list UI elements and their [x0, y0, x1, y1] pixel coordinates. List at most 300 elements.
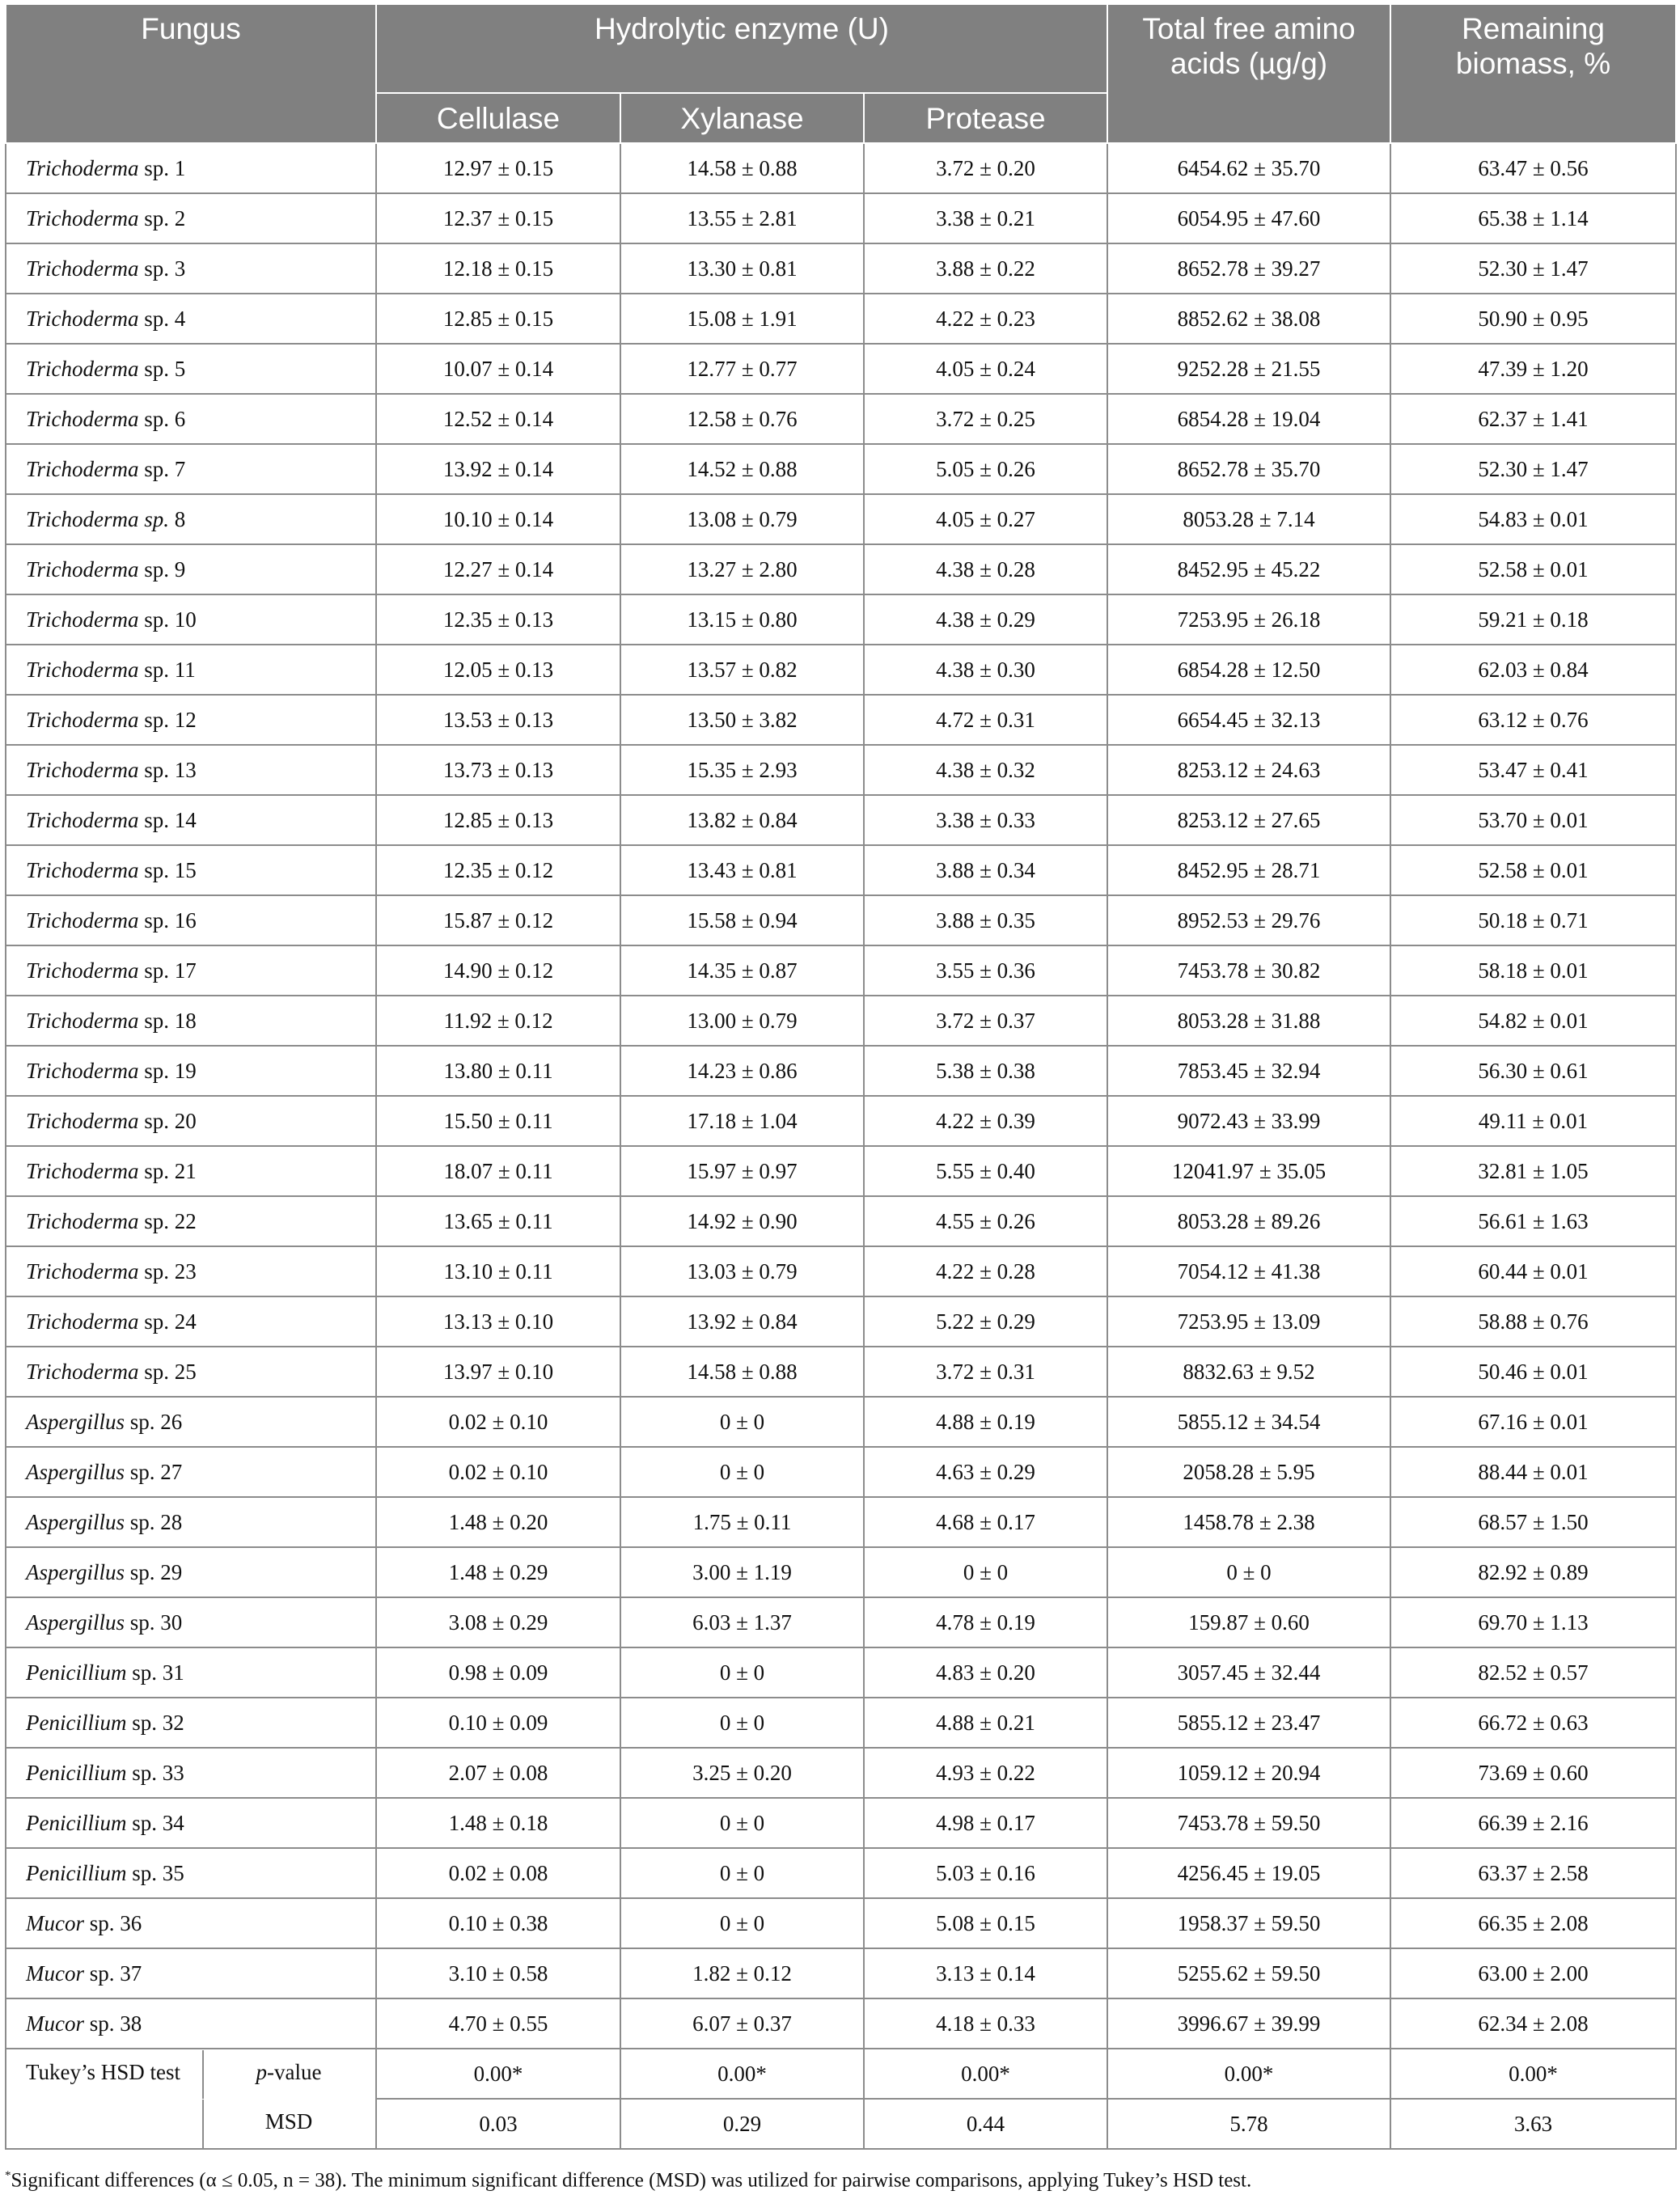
amino-cell: 7453.78 ± 30.82 [1107, 945, 1390, 996]
xylanase-cell: 13.03 ± 0.79 [620, 1246, 864, 1296]
fungus-name-cell [6, 996, 376, 1046]
species-suffix: sp. 30 [125, 1609, 183, 1635]
genus-name: Trichoderma [26, 556, 139, 582]
amino-cell: 3996.67 ± 39.99 [1107, 1998, 1390, 2049]
protease-cell: 5.55 ± 0.40 [864, 1146, 1107, 1196]
species-suffix: sp. 35 [126, 1860, 184, 1885]
genus-name: Mucor [26, 1960, 84, 1986]
table-row [6, 996, 1676, 1046]
cellulase-cell: 12.35 ± 0.13 [376, 594, 620, 645]
protease-cell: 4.55 ± 0.26 [864, 1196, 1107, 1246]
xylanase-cell: 13.27 ± 2.80 [620, 544, 864, 594]
fungus-name-cell [6, 143, 376, 193]
amino-cell: 8652.78 ± 35.70 [1107, 444, 1390, 494]
xylanase-cell: 0 ± 0 [620, 1798, 864, 1848]
protease-cell: 4.22 ± 0.23 [864, 294, 1107, 344]
cellulase-cell: 15.50 ± 0.11 [376, 1096, 620, 1146]
amino-cell: 9072.43 ± 33.99 [1107, 1096, 1390, 1146]
biomass-cell: 63.37 ± 2.58 [1390, 1848, 1676, 1898]
table-row [6, 1246, 1676, 1296]
cellulase-cell: 12.18 ± 0.15 [376, 243, 620, 294]
xylanase-cell: 15.97 ± 0.97 [620, 1146, 864, 1196]
fungus-name-cell [6, 544, 376, 594]
protease-cell: 4.63 ± 0.29 [864, 1447, 1107, 1497]
biomass-cell: 69.70 ± 1.13 [1390, 1597, 1676, 1647]
biomass-cell: 66.72 ± 0.63 [1390, 1698, 1676, 1748]
biomass-cell: 50.90 ± 0.95 [1390, 294, 1676, 344]
biomass-cell: 58.18 ± 0.01 [1390, 945, 1676, 996]
species-suffix: sp. 34 [126, 1810, 184, 1835]
species-suffix: sp. 21 [138, 1158, 197, 1183]
protease-cell: 3.88 ± 0.22 [864, 243, 1107, 294]
species-suffix: sp. 33 [126, 1760, 184, 1785]
fungus-name-cell [6, 1998, 376, 2049]
protease-cell: 4.38 ± 0.28 [864, 544, 1107, 594]
species-suffix: 8 [169, 506, 186, 531]
protease-cell: 0 ± 0 [864, 1547, 1107, 1597]
table-row [6, 1647, 1676, 1698]
table-row [6, 1998, 1676, 2049]
cellulase-cell: 12.85 ± 0.13 [376, 795, 620, 845]
msd-label-cell [6, 2099, 376, 2149]
amino-cell: 8952.53 ± 29.76 [1107, 895, 1390, 945]
protease-cell: 3.72 ± 0.25 [864, 394, 1107, 444]
biomass-cell: 67.16 ± 0.01 [1390, 1397, 1676, 1447]
fungus-name-cell [6, 645, 376, 695]
protease-cell: 4.93 ± 0.22 [864, 1748, 1107, 1798]
cellulase-cell: 0.10 ± 0.09 [376, 1698, 620, 1748]
xylanase-cell: 14.58 ± 0.88 [620, 143, 864, 193]
msd-label: MSD [264, 2108, 313, 2134]
xylanase-cell: 15.58 ± 0.94 [620, 895, 864, 945]
cellulase-cell: 13.92 ± 0.14 [376, 444, 620, 494]
biomass-cell: 73.69 ± 0.60 [1390, 1748, 1676, 1798]
species-suffix: sp. 3 [138, 256, 186, 281]
fungus-name-cell [6, 1948, 376, 1998]
table-row [6, 1296, 1676, 1347]
fungus-name-cell [6, 444, 376, 494]
biomass-cell: 66.39 ± 2.16 [1390, 1798, 1676, 1848]
protease-cell: 3.13 ± 0.14 [864, 1948, 1107, 1998]
genus-name: Trichoderma [26, 958, 139, 983]
header-xylanase: Xylanase [620, 93, 864, 143]
biomass-cell: 62.37 ± 1.41 [1390, 394, 1676, 444]
table-row [6, 444, 1676, 494]
fungus-name-cell [6, 294, 376, 344]
xylanase-cell: 13.15 ± 0.80 [620, 594, 864, 645]
xylanase-cell: 17.18 ± 1.04 [620, 1096, 864, 1146]
p-value-protease: 0.00* [864, 2049, 1107, 2099]
header-total-free-amino-acids: Total free amino acids (µg/g) [1107, 4, 1390, 143]
msd-biomass: 3.63 [1390, 2099, 1676, 2149]
genus-name: Trichoderma [26, 406, 139, 431]
msd-amino: 5.78 [1107, 2099, 1390, 2149]
cellulase-cell: 10.07 ± 0.14 [376, 344, 620, 394]
species-suffix: sp. 11 [138, 657, 196, 682]
xylanase-cell: 0 ± 0 [620, 1698, 864, 1748]
table-row [6, 1146, 1676, 1196]
species-suffix: sp. 26 [125, 1409, 183, 1434]
xylanase-cell: 12.77 ± 0.77 [620, 344, 864, 394]
amino-cell: 8452.95 ± 28.71 [1107, 845, 1390, 895]
amino-cell: 159.87 ± 0.60 [1107, 1597, 1390, 1647]
table-row [6, 243, 1676, 294]
protease-cell: 4.22 ± 0.39 [864, 1096, 1107, 1146]
genus-name: Mucor [26, 1910, 84, 1935]
amino-cell: 0 ± 0 [1107, 1547, 1390, 1597]
species-suffix: sp. 7 [138, 456, 186, 481]
p-value-label: p-value [256, 2059, 322, 2084]
table-row [6, 1698, 1676, 1748]
cellulase-cell: 13.13 ± 0.10 [376, 1296, 620, 1347]
species-suffix: sp. 20 [138, 1108, 197, 1133]
xylanase-cell: 12.58 ± 0.76 [620, 394, 864, 444]
biomass-cell: 59.21 ± 0.18 [1390, 594, 1676, 645]
amino-cell: 6854.28 ± 19.04 [1107, 394, 1390, 444]
biomass-cell: 62.34 ± 2.08 [1390, 1998, 1676, 2049]
amino-cell: 12041.97 ± 35.05 [1107, 1146, 1390, 1196]
xylanase-cell: 6.03 ± 1.37 [620, 1597, 864, 1647]
genus-name: Aspergillus [26, 1459, 125, 1484]
xylanase-cell: 13.92 ± 0.84 [620, 1296, 864, 1347]
genus-name: Penicillium [26, 1760, 127, 1785]
biomass-cell: 63.00 ± 2.00 [1390, 1948, 1676, 1998]
cellulase-cell: 12.85 ± 0.15 [376, 294, 620, 344]
genus-name: Trichoderma [26, 1309, 139, 1334]
species-suffix: sp. 29 [125, 1559, 183, 1584]
msd-xylanase: 0.29 [620, 2099, 864, 2149]
protease-cell: 4.38 ± 0.30 [864, 645, 1107, 695]
genus-name: Penicillium [26, 1710, 127, 1735]
fungus-name-cell [6, 1196, 376, 1246]
protease-cell: 4.88 ± 0.21 [864, 1698, 1107, 1748]
species-suffix: sp. 9 [138, 556, 186, 582]
p-value-xylanase: 0.00* [620, 2049, 864, 2099]
cellulase-cell: 15.87 ± 0.12 [376, 895, 620, 945]
genus-name: Trichoderma [26, 1258, 139, 1284]
fungus-name-cell [6, 1597, 376, 1647]
biomass-cell: 56.30 ± 0.61 [1390, 1046, 1676, 1096]
table-row [6, 394, 1676, 444]
fungus-name-cell [6, 1748, 376, 1798]
fungus-name-cell [6, 344, 376, 394]
table-row [6, 193, 1676, 243]
xylanase-cell: 1.82 ± 0.12 [620, 1948, 864, 1998]
cellulase-cell: 1.48 ± 0.20 [376, 1497, 620, 1547]
protease-cell: 4.88 ± 0.19 [864, 1397, 1107, 1447]
fungus-name-cell [6, 795, 376, 845]
xylanase-cell: 3.00 ± 1.19 [620, 1547, 864, 1597]
cellulase-cell: 13.97 ± 0.10 [376, 1347, 620, 1397]
amino-cell: 8253.12 ± 27.65 [1107, 795, 1390, 845]
species-suffix: sp. 18 [138, 1008, 197, 1033]
fungus-name-cell [6, 243, 376, 294]
cellulase-cell: 1.48 ± 0.29 [376, 1547, 620, 1597]
amino-cell: 7853.45 ± 32.94 [1107, 1046, 1390, 1096]
cellulase-cell: 0.02 ± 0.08 [376, 1848, 620, 1898]
protease-cell: 4.68 ± 0.17 [864, 1497, 1107, 1547]
biomass-cell: 52.30 ± 1.47 [1390, 243, 1676, 294]
genus-name: Trichoderma [26, 757, 139, 782]
xylanase-cell: 0 ± 0 [620, 1397, 864, 1447]
table-row [6, 845, 1676, 895]
xylanase-cell: 13.30 ± 0.81 [620, 243, 864, 294]
biomass-cell: 47.39 ± 1.20 [1390, 344, 1676, 394]
table-row [6, 544, 1676, 594]
amino-cell: 7453.78 ± 59.50 [1107, 1798, 1390, 1848]
xylanase-cell: 13.82 ± 0.84 [620, 795, 864, 845]
cellulase-cell: 0.10 ± 0.38 [376, 1898, 620, 1948]
table-header [6, 4, 1676, 143]
fungus-name-cell [6, 1296, 376, 1347]
protease-cell: 4.22 ± 0.28 [864, 1246, 1107, 1296]
cellulase-cell: 0.02 ± 0.10 [376, 1447, 620, 1497]
table-row [6, 494, 1676, 544]
cellulase-cell: 12.35 ± 0.12 [376, 845, 620, 895]
biomass-cell: 68.57 ± 1.50 [1390, 1497, 1676, 1547]
table-row [6, 1748, 1676, 1798]
protease-cell: 4.78 ± 0.19 [864, 1597, 1107, 1647]
biomass-cell: 50.46 ± 0.01 [1390, 1347, 1676, 1397]
fungus-name-cell [6, 945, 376, 996]
genus-name: Aspergillus [26, 1509, 125, 1534]
header-fungus: Fungus [6, 4, 376, 143]
species-suffix: sp. 27 [125, 1459, 183, 1484]
cellulase-cell: 1.48 ± 0.18 [376, 1798, 620, 1848]
cellulase-cell: 3.10 ± 0.58 [376, 1948, 620, 1998]
genus-name: Trichoderma [26, 607, 139, 632]
biomass-cell: 82.52 ± 0.57 [1390, 1647, 1676, 1698]
fungus-name-cell [6, 1497, 376, 1547]
header-remaining-biomass: Remaining biomass, % [1390, 4, 1676, 143]
genus-name: Penicillium [26, 1810, 127, 1835]
xylanase-cell: 14.92 ± 0.90 [620, 1196, 864, 1246]
xylanase-cell: 14.58 ± 0.88 [620, 1347, 864, 1397]
table-body [6, 143, 1676, 2049]
cellulase-cell: 12.05 ± 0.13 [376, 645, 620, 695]
tukey-label: Tukey’s HSD test [26, 2059, 181, 2084]
cellulase-cell: 13.10 ± 0.11 [376, 1246, 620, 1296]
protease-cell: 4.38 ± 0.32 [864, 745, 1107, 795]
table-row [6, 1397, 1676, 1447]
biomass-cell: 32.81 ± 1.05 [1390, 1146, 1676, 1196]
protease-cell: 5.05 ± 0.26 [864, 444, 1107, 494]
genus-name: Trichoderma [26, 205, 139, 230]
species-suffix: sp. 17 [138, 958, 197, 983]
table-row [6, 1547, 1676, 1597]
amino-cell: 6454.62 ± 35.70 [1107, 143, 1390, 193]
species-suffix: sp. 12 [138, 707, 197, 732]
xylanase-cell: 0 ± 0 [620, 1848, 864, 1898]
fungus-name-cell [6, 594, 376, 645]
biomass-cell: 50.18 ± 0.71 [1390, 895, 1676, 945]
protease-cell: 4.38 ± 0.29 [864, 594, 1107, 645]
xylanase-cell: 14.35 ± 0.87 [620, 945, 864, 996]
xylanase-cell: 13.43 ± 0.81 [620, 845, 864, 895]
cellulase-cell: 13.73 ± 0.13 [376, 745, 620, 795]
biomass-cell: 53.70 ± 0.01 [1390, 795, 1676, 845]
amino-cell: 7054.12 ± 41.38 [1107, 1246, 1390, 1296]
xylanase-cell: 15.35 ± 2.93 [620, 745, 864, 795]
biomass-cell: 54.83 ± 0.01 [1390, 494, 1676, 544]
protease-cell: 4.72 ± 0.31 [864, 695, 1107, 745]
amino-cell: 2058.28 ± 5.95 [1107, 1447, 1390, 1497]
xylanase-cell: 0 ± 0 [620, 1898, 864, 1948]
protease-cell: 5.08 ± 0.15 [864, 1898, 1107, 1948]
fungus-name-cell [6, 1246, 376, 1296]
cellulase-cell: 10.10 ± 0.14 [376, 494, 620, 544]
protease-cell: 3.72 ± 0.37 [864, 996, 1107, 1046]
table-row [6, 1948, 1676, 1998]
species-suffix: sp. 31 [126, 1660, 184, 1685]
fungus-name-cell [6, 1046, 376, 1096]
fungus-name-cell [6, 1547, 376, 1597]
xylanase-cell: 1.75 ± 0.11 [620, 1497, 864, 1547]
species-suffix: sp. 38 [83, 2011, 142, 2036]
species-suffix: sp. 13 [138, 757, 197, 782]
protease-cell: 4.05 ± 0.24 [864, 344, 1107, 394]
table-row [6, 1848, 1676, 1898]
cellulase-cell: 12.37 ± 0.15 [376, 193, 620, 243]
table-row [6, 645, 1676, 695]
cellulase-cell: 0.98 ± 0.09 [376, 1647, 620, 1698]
genus-name: Trichoderma [26, 155, 139, 180]
genus-name: Trichoderma sp. [26, 506, 170, 531]
species-suffix: sp. 14 [138, 807, 197, 832]
genus-name: Trichoderma [26, 1108, 139, 1133]
genus-name: Trichoderma [26, 1208, 139, 1233]
biomass-cell: 66.35 ± 2.08 [1390, 1898, 1676, 1948]
genus-name: Trichoderma [26, 1158, 139, 1183]
xylanase-cell: 13.55 ± 2.81 [620, 193, 864, 243]
fungus-name-cell [6, 1848, 376, 1898]
cellulase-cell: 12.52 ± 0.14 [376, 394, 620, 444]
xylanase-cell: 13.00 ± 0.79 [620, 996, 864, 1046]
genus-name: Trichoderma [26, 707, 139, 732]
fungus-name-cell [6, 394, 376, 444]
protease-cell: 4.98 ± 0.17 [864, 1798, 1107, 1848]
genus-name: Trichoderma [26, 1359, 139, 1384]
amino-cell: 5855.12 ± 23.47 [1107, 1698, 1390, 1748]
cellulase-cell: 3.08 ± 0.29 [376, 1597, 620, 1647]
header-hydrolytic-enzyme: Hydrolytic enzyme (U) [376, 4, 1107, 93]
table-row [6, 1447, 1676, 1497]
amino-cell: 5855.12 ± 34.54 [1107, 1397, 1390, 1447]
amino-cell: 8832.63 ± 9.52 [1107, 1347, 1390, 1397]
xylanase-cell: 14.52 ± 0.88 [620, 444, 864, 494]
fungus-name-cell [6, 1146, 376, 1196]
fungus-name-cell [6, 1397, 376, 1447]
table-row [6, 594, 1676, 645]
protease-cell: 3.72 ± 0.31 [864, 1347, 1107, 1397]
amino-cell: 7253.95 ± 26.18 [1107, 594, 1390, 645]
protease-cell: 3.38 ± 0.21 [864, 193, 1107, 243]
fungus-name-cell [6, 1698, 376, 1748]
amino-cell: 8053.28 ± 31.88 [1107, 996, 1390, 1046]
table-row [6, 1798, 1676, 1848]
genus-name: Trichoderma [26, 657, 139, 682]
table-row [6, 895, 1676, 945]
species-suffix: sp. 36 [83, 1910, 142, 1935]
biomass-cell: 56.61 ± 1.63 [1390, 1196, 1676, 1246]
genus-name: Aspergillus [26, 1409, 125, 1434]
amino-cell: 6854.28 ± 12.50 [1107, 645, 1390, 695]
header-protease: Protease [864, 93, 1107, 143]
amino-cell: 6654.45 ± 32.13 [1107, 695, 1390, 745]
p-value-cellulase: 0.00* [376, 2049, 620, 2099]
cellulase-cell: 0.02 ± 0.10 [376, 1397, 620, 1447]
genus-name: Penicillium [26, 1660, 127, 1685]
cellulase-cell: 18.07 ± 0.11 [376, 1146, 620, 1196]
table-row [6, 1046, 1676, 1096]
footnote-text: Significant differences (α ≤ 0.05, n = 38). The minimum significant difference (MSD) was utilized for pairwise comparisons, applying Tukey’s HSD test. [11, 2169, 1252, 2192]
xylanase-cell: 0 ± 0 [620, 1447, 864, 1497]
xylanase-cell: 13.08 ± 0.79 [620, 494, 864, 544]
p-value-biomass: 0.00* [1390, 2049, 1676, 2099]
biomass-cell: 88.44 ± 0.01 [1390, 1447, 1676, 1497]
biomass-cell: 52.58 ± 0.01 [1390, 544, 1676, 594]
xylanase-cell: 13.57 ± 0.82 [620, 645, 864, 695]
table-row [6, 695, 1676, 745]
genus-name: Trichoderma [26, 907, 139, 933]
fungus-name-cell [6, 695, 376, 745]
species-suffix: sp. 4 [138, 306, 186, 331]
fungus-name-cell [6, 1096, 376, 1146]
header-cellulase: Cellulase [376, 93, 620, 143]
cellulase-cell: 4.70 ± 0.55 [376, 1998, 620, 2049]
species-suffix: sp. 32 [126, 1710, 184, 1735]
genus-name: Aspergillus [26, 1559, 125, 1584]
tukey-msd-row [6, 2099, 1676, 2149]
protease-cell: 3.88 ± 0.35 [864, 895, 1107, 945]
biomass-cell: 63.47 ± 0.56 [1390, 143, 1676, 193]
biomass-cell: 60.44 ± 0.01 [1390, 1246, 1676, 1296]
amino-cell: 8253.12 ± 24.63 [1107, 745, 1390, 795]
protease-cell: 3.38 ± 0.33 [864, 795, 1107, 845]
protease-cell: 5.22 ± 0.29 [864, 1296, 1107, 1347]
biomass-cell: 63.12 ± 0.76 [1390, 695, 1676, 745]
cellulase-cell: 11.92 ± 0.12 [376, 996, 620, 1046]
biomass-cell: 82.92 ± 0.89 [1390, 1547, 1676, 1597]
amino-cell: 5255.62 ± 59.50 [1107, 1948, 1390, 1998]
fungus-name-cell [6, 745, 376, 795]
protease-cell: 4.83 ± 0.20 [864, 1647, 1107, 1698]
genus-name: Aspergillus [26, 1609, 125, 1635]
table-row [6, 1347, 1676, 1397]
fungus-name-cell [6, 845, 376, 895]
table-row [6, 1597, 1676, 1647]
xylanase-cell: 13.50 ± 3.82 [620, 695, 864, 745]
fungus-name-cell [6, 895, 376, 945]
amino-cell: 3057.45 ± 32.44 [1107, 1647, 1390, 1698]
species-suffix: sp. 25 [138, 1359, 197, 1384]
table-row [6, 945, 1676, 996]
amino-cell: 8452.95 ± 45.22 [1107, 544, 1390, 594]
table-row [6, 1497, 1676, 1547]
fungus-name-cell [6, 1647, 376, 1698]
biomass-cell: 53.47 ± 0.41 [1390, 745, 1676, 795]
protease-cell: 3.88 ± 0.34 [864, 845, 1107, 895]
table-row [6, 795, 1676, 845]
amino-cell: 8053.28 ± 89.26 [1107, 1196, 1390, 1246]
genus-name: Trichoderma [26, 356, 139, 381]
protease-cell: 3.55 ± 0.36 [864, 945, 1107, 996]
amino-cell: 8852.62 ± 38.08 [1107, 294, 1390, 344]
amino-cell: 9252.28 ± 21.55 [1107, 344, 1390, 394]
data-table [5, 3, 1677, 2150]
table-row [6, 745, 1676, 795]
biomass-cell: 52.30 ± 1.47 [1390, 444, 1676, 494]
